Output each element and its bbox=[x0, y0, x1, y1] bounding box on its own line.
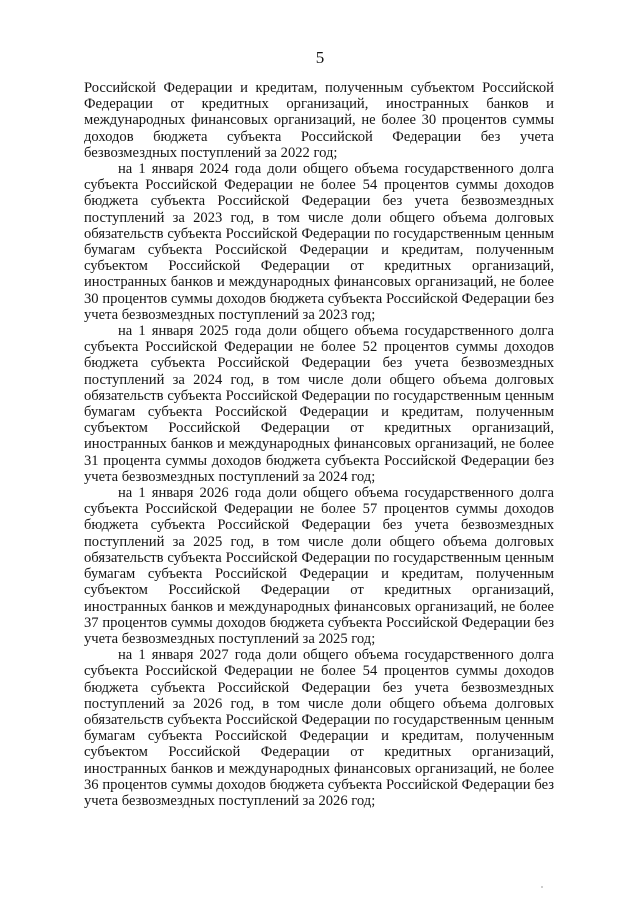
paragraph-2026: на 1 января 2026 года доли общего объема государственного долга субъекта Российской Федерации не более 57 процентов суммы доходов бюджета субъекта Российской Федерации без учета безвозмездных поступлений за 2025 год, в том числе доли общего объема долговых обязательств субъекта Российской Федерации по государственным ценным бумагам субъекта Российской Федерации и кредитам, полученным субъектом Российской Федерации от кредитных организаций, иностранных банков и международных финансовых организаций, не более 37 процентов суммы доходов бюджета субъекта Российской Федерации без учета безвозмездных поступлений за 2025 год; bbox=[84, 485, 554, 647]
paragraph-2025: на 1 января 2025 года доли общего объема государственного долга субъекта Российской Федерации не более 52 процентов суммы доходов бюджета субъекта Российской Федерации без учета безвозмездных поступлений за 2024 год, в том числе доли общего объема долговых обязательств субъекта Российской Федерации по государственным ценным бумагам субъекта Российской Федерации и кредитам, полученным субъектом Российской Федерации от кредитных организаций, иностранных банков и международных финансовых организаций, не более 31 процента суммы доходов бюджета субъекта Российской Федерации без учета безвозмездных поступлений за 2024 год; bbox=[84, 323, 554, 485]
paragraph-2027: на 1 января 2027 года доли общего объема государственного долга субъекта Российской Федерации не более 54 процентов суммы доходов бюджета субъекта Российской Федерации без учета безвозмездных поступлений за 2026 год, в том числе доли общего объема долговых обязательств субъекта Российской Федерации по государственным ценным бумагам субъекта Российской Федерации и кредитам, полученным субъектом Российской Федерации от кредитных организаций, иностранных банков и международных финансовых организаций, не более 36 процентов суммы доходов бюджета субъекта Российской Федерации без учета безвозмездных поступлений за 2026 год; bbox=[84, 647, 554, 809]
page-number: 5 bbox=[315, 48, 325, 67]
paragraph-2024: на 1 января 2024 года доли общего объема государственного долга субъекта Российской Федерации не более 54 процентов суммы доходов бюджета субъекта Российской Федерации без учета безвозмездных поступлений за 2023 год, в том числе доли общего объема долговых обязательств субъекта Российской Федерации по государственным ценным бумагам субъекта Российской Федерации и кредитам, полученным субъектом Российской Федерации от кредитных организаций, иностранных банков и международных финансовых организаций, не более 30 процентов суммы доходов бюджета субъекта Российской Федерации без учета безвозмездных поступлений за 2023 год; bbox=[84, 161, 554, 323]
document-body bbox=[84, 80, 554, 809]
scan-speck bbox=[541, 886, 543, 888]
paragraph-continuation: Российской Федерации и кредитам, полученным субъектом Российской Федерации от кредитных организаций, иностранных банков и международных финансовых организаций, не более 30 процентов суммы доходов бюджета субъекта Российской Федерации без учета безвозмездных поступлений за 2022 год; bbox=[84, 80, 554, 161]
